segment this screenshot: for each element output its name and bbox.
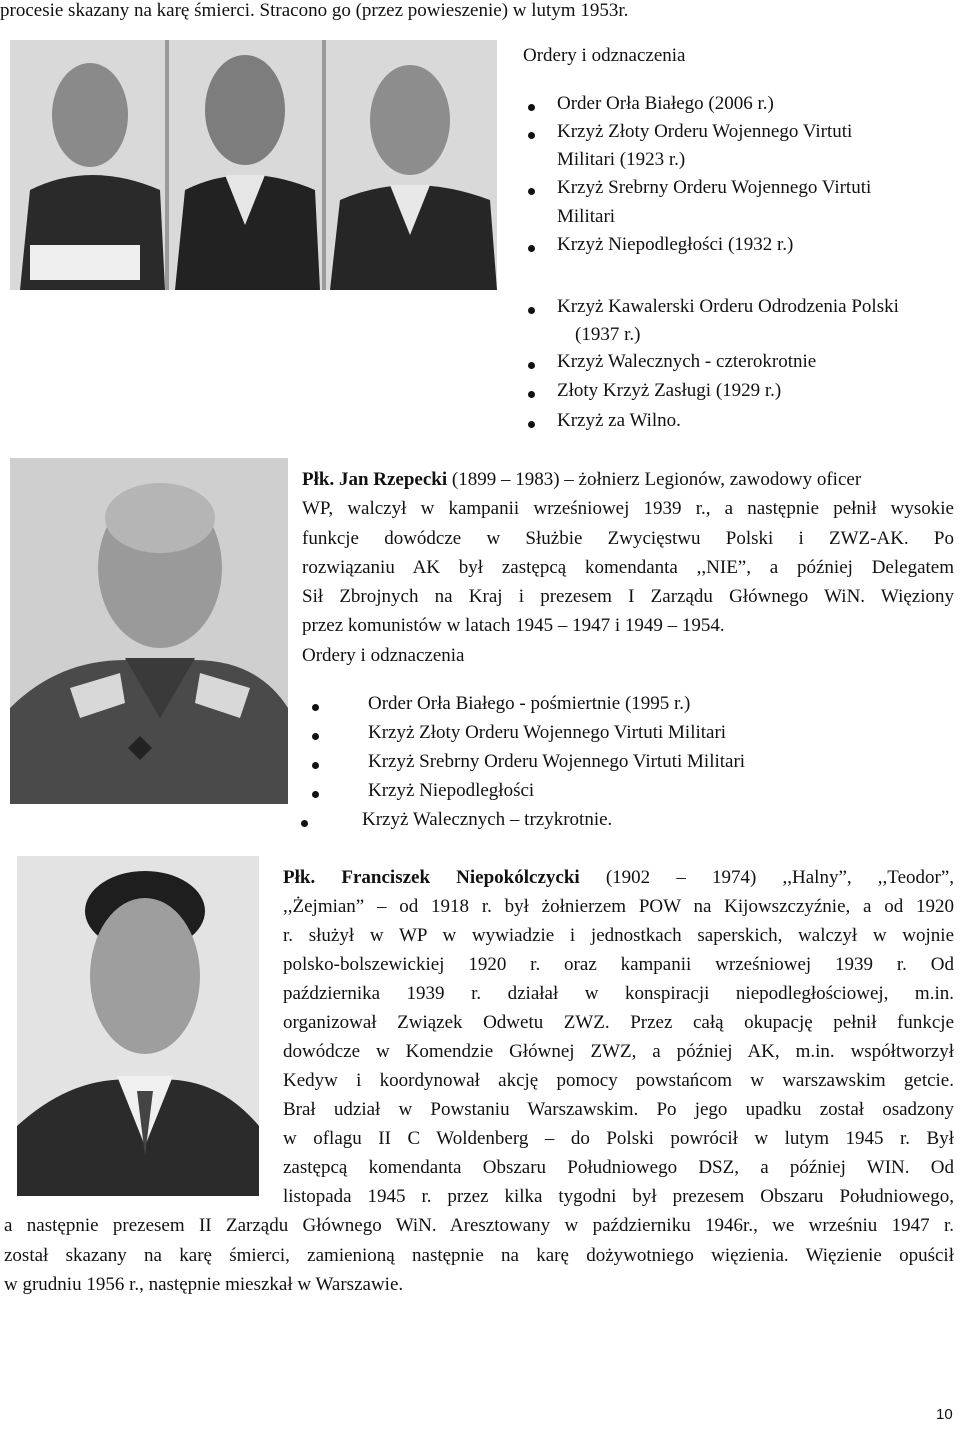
niepokolczycki-bio-line: w oflagu II C Woldenberg – do Polski powrócił w lutym 1945 r. Był	[283, 1128, 954, 1149]
rzepecki-bio-line: przez komunistów w latach 1945 – 1947 i 1949 – 1954.	[302, 615, 725, 636]
section1-order-item: Złoty Krzyż Zasługi (1929 r.)	[557, 380, 782, 401]
bullet-icon	[528, 104, 535, 111]
bullet-icon	[312, 762, 319, 769]
mugshot-photo	[10, 40, 497, 290]
rzepecki-image	[10, 458, 288, 804]
rzepecki-photo	[10, 458, 288, 804]
section1-order-item: Krzyż Srebrny Orderu Wojennego Virtuti	[557, 177, 872, 198]
section1-order-item-cont: (1937 r.)	[575, 324, 641, 345]
section2-order-item: Krzyż Złoty Orderu Wojennego Virtuti Militari	[368, 722, 727, 743]
niepokolczycki-image	[17, 856, 259, 1196]
niepokolczycki-bio-line-full: został skazany na karę śmierci, zamienioną następnie na karę dożywotniego więzienia. Więzienie opuścił	[4, 1245, 954, 1266]
page-number: 10	[936, 1406, 953, 1423]
niepokolczycki-bio-line: dowódcze w Komendzie Głównej ZWZ, a później AK, m.in. współtworzył	[283, 1041, 954, 1062]
bullet-icon	[312, 733, 319, 740]
niepokolczycki-bio-line: października 1939 r. działał w konspiracji niepodległościowej, m.in.	[283, 983, 954, 1004]
niepokolczycki-photo	[17, 856, 259, 1196]
bullet-icon	[312, 791, 319, 798]
niepokolczycki-bio-line: zastępcą komendanta Obszaru Południowego DSZ, a później WIN. Od	[283, 1157, 954, 1178]
niepokolczycki-bio-line-full: w grudniu 1956 r., następnie mieszkał w Warszawie.	[4, 1274, 404, 1295]
bullet-icon	[528, 245, 535, 252]
niepokolczycki-bio-line-full: a następnie prezesem II Zarządu Głównego WiN. Aresztowany w październiku 1946r., we wrześniu 1947 r.	[4, 1215, 954, 1236]
section1-order-item: Krzyż Złoty Orderu Wojennego Virtuti	[557, 121, 853, 142]
section1-order-item: Krzyż Kawalerski Orderu Odrodzenia Polski	[557, 296, 899, 317]
section2-orders-title: Ordery i odznaczenia	[302, 645, 465, 666]
bullet-icon	[312, 704, 319, 711]
niepokolczycki-rank: Płk.	[283, 867, 316, 888]
rzepecki-bio-line: rozwiązaniu AK był zastępcą komendanta ,,NIE”, a później Delegatem	[302, 557, 954, 578]
niepokolczycki-bio-line: organizował Związek Odwetu ZWZ. Przez całą okupację pełnił funkcje	[283, 1012, 954, 1033]
bullet-icon	[528, 188, 535, 195]
rzepecki-bio-line: WP, walczył w kampanii wrześniowej 1939 r., a następnie pełnił wysokie	[302, 498, 954, 519]
section2-order-item: Krzyż Srebrny Orderu Wojennego Virtuti Militari	[368, 751, 746, 772]
niepokolczycki-bio-line: ,,Żejmian” – od 1918 r. był żołnierzem POW na Kijowszczyźnie, a od 1920	[283, 896, 954, 917]
rzepecki-first-line	[302, 469, 861, 491]
section2-order-item: Krzyż Niepodległości	[368, 780, 535, 801]
bullet-icon	[528, 391, 535, 398]
section2-order-item: Krzyż Walecznych – trzykrotnie.	[362, 809, 613, 830]
niepokolczycki-bio-line: Brał udział w Powstaniu Warszawskim. Po jego upadku został osadzony	[283, 1099, 954, 1120]
bullet-icon	[528, 307, 535, 314]
bullet-icon	[301, 820, 308, 827]
niepokolczycki-bio-line: Kedyw i koordynował akcję pomocy powstańcom w warszawskim getcie.	[283, 1070, 954, 1091]
section1-order-item: Krzyż Niepodległości (1932 r.)	[557, 234, 794, 255]
section1-order-item: Krzyż Walecznych - czterokrotnie	[557, 351, 817, 372]
section1-order-item-cont: Militari (1923 r.)	[557, 149, 686, 170]
section1-orders-title: Ordery i odznaczenia	[523, 45, 686, 66]
mugshot-image	[10, 40, 497, 290]
niepokolczycki-bio-line: r. służył w WP w wywiadzie i jednostkach saperskich, walczył w wojnie	[283, 925, 954, 946]
rzepecki-bio-line: funkcje dowódcze w Służbie Zwycięstwu Polski i ZWZ-AK. Po	[302, 528, 954, 549]
niepokolczycki-first-line	[283, 867, 954, 889]
top-text-line: procesie skazany na karę śmierci. Stracono go (przez powieszenie) w lutym 1953r.	[0, 0, 629, 21]
bullet-icon	[528, 362, 535, 369]
rzepecki-bio-line: Sił Zbrojnych na Kraj i prezesem I Zarządu Głównego WiN. Więziony	[302, 586, 954, 607]
rzepecki-name: Jan Rzepecki	[338, 469, 448, 490]
rzepecki-dates: (1899 – 1983) – żołnierz Legionów, zawodowy oficer	[447, 469, 862, 490]
niepokolczycki-bio-line: listopada 1945 r. przez kilka tygodni był prezesem Obszaru Południowego,	[283, 1186, 954, 1207]
bullet-icon	[528, 132, 535, 139]
section2-order-item: Order Orła Białego - pośmiertnie (1995 r.)	[368, 693, 691, 714]
bullet-icon	[528, 421, 535, 428]
section1-order-item-cont: Militari	[557, 206, 616, 227]
section1-order-item: Order Orła Białego (2006 r.)	[557, 93, 774, 114]
rzepecki-rank: Płk.	[302, 469, 335, 490]
niepokolczycki-name: Franciszek Niepokólczycki	[341, 867, 580, 888]
niepokolczycki-dates: (1902 – 1974) ,,Halny”, ,,Teodor”,	[605, 867, 955, 888]
niepokolczycki-bio-line: polsko-bolszewickiej 1920 r. oraz kampanii wrześniowej 1939 r. Od	[283, 954, 954, 975]
section1-order-item: Krzyż za Wilno.	[557, 410, 681, 431]
